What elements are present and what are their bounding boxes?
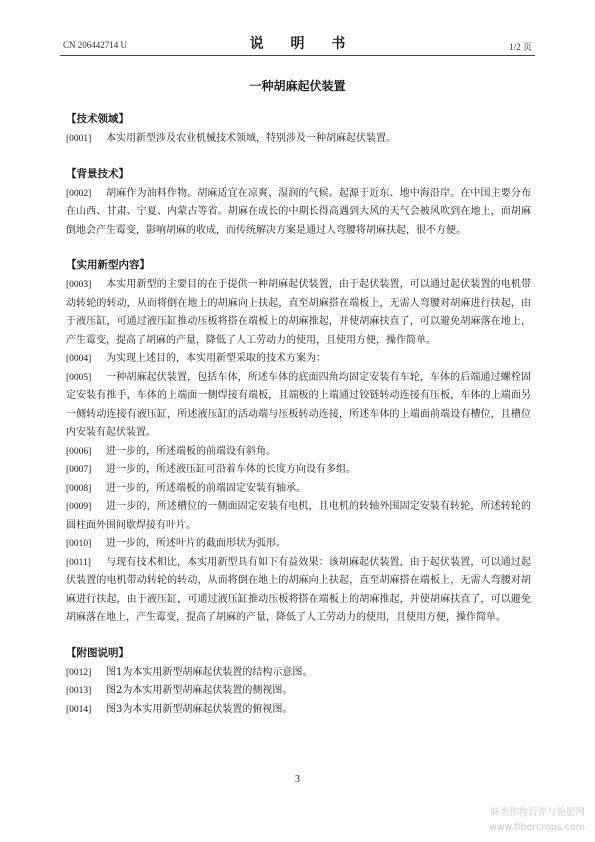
paragraph-number: [0008]	[66, 483, 92, 494]
paragraph	[66, 350, 531, 369]
paragraph-text: 进一步的，所述端板的前端设有斜角。	[106, 445, 276, 457]
section-heading: 【背景技术】	[66, 167, 129, 180]
paragraph	[66, 130, 531, 149]
paragraph-number: [0012]	[66, 667, 92, 678]
header-rule	[60, 55, 535, 56]
paragraph-number: [0002]	[66, 188, 92, 199]
section-heading: 【实用新型内容】	[66, 259, 150, 271]
paragraph	[66, 276, 531, 350]
watermark	[489, 805, 585, 835]
paragraph	[66, 498, 531, 535]
paragraph	[66, 535, 531, 554]
paragraph-number: [0003]	[66, 280, 92, 290]
section-heading: 【技术领域】	[66, 113, 129, 125]
paragraph-number: [0013]	[66, 686, 92, 696]
paragraph-text: 一种胡麻起伏装置，包括车体，所述车体的底面四角均固定安装有车轮，车体的后端通过螺栓固定安装有推手，车体的上端面一侧焊接有端板，且端板的上端通过铰链转动连接有压板，车体的上端面另一侧转动连接有液压缸，所述液压缸的活动端与压板转动连接，所述车体的上端面前端设有槽位，且槽位内安装有起伏装置。	[66, 371, 531, 438]
paragraph-number: [0006]	[66, 446, 92, 457]
section-heading: 【附图说明】	[66, 646, 129, 659]
paragraph-text: 本实用新型的主要目的在于提供一种胡麻起伏装置，由于起伏装置，可以通过起伏装置的电机带动转轮的转动，从而将倒在地上的胡麻向上扶起，直至胡麻搭在端板上，无需人弯腰对胡麻进行扶起，由于液压缸，可通过液压缸推动压板将搭在端板上的胡麻推起，并使胡麻扶直了，可以避免胡麻落在地上，产生霉变，提高了胡麻的产量，降低了人工劳动力的使用，且使用方便，操作简单。	[66, 279, 531, 346]
section-figures	[66, 646, 531, 720]
paragraph-number: [0004]	[66, 354, 92, 364]
paragraph	[66, 701, 531, 720]
paragraph-text: 与现有技术相比，本实用新型具有如下有益效果：该胡麻起伏装置，由于起伏装置，可以通过起伏装置的电机带动转轮的转动，从而将倒在地上的胡麻向上扶起，直至胡麻搭在端板上，无需人弯腰对胡麻进行扶起，由于液压缸，可通过液压缸推动压板将搭在端板上的胡麻推起，并使胡麻扶直了，可以避免胡麻落在地上，产生霉变，提高了胡麻的产量，降低了人工劳动力的使用，且使用方便，操作简单。	[66, 556, 531, 623]
paragraph-text: 为实现上述目的，本实用新型采取的技术方案为：	[106, 353, 326, 364]
paragraph-number: [0010]	[66, 539, 92, 549]
paragraph-text: 本实用新型涉及农业机械技术领域，特别涉及一种胡麻起伏装置。	[106, 133, 396, 144]
paragraph-number: [0009]	[66, 502, 92, 512]
watermark-line-1: 麻类作物营养与施肥网	[489, 807, 585, 818]
paragraph	[66, 461, 531, 480]
page-number: 3	[295, 774, 300, 785]
document-body	[66, 112, 531, 719]
document-title: 一种胡麻起伏装置	[249, 79, 346, 93]
paragraph-text: 进一步的，所述端板的前端固定安装有轴承。	[106, 482, 306, 494]
page-info: 1/2 页	[509, 42, 532, 52]
paragraph-text: 进一步的，所述液压缸可沿着车体的长度方向设有多组。	[106, 464, 356, 475]
paragraph	[66, 480, 531, 499]
paragraph	[66, 554, 531, 628]
paragraph-text: 图1为本实用新型胡麻起伏装置的结构示意图。	[106, 666, 313, 678]
paragraph-number: [0011]	[66, 557, 91, 568]
paragraph	[66, 664, 531, 683]
paragraph-number: [0005]	[66, 372, 92, 383]
paragraph-number: [0001]	[66, 134, 92, 144]
paragraph-text: 进一步的，所述槽位的一侧面固定安装有电机，且电机的转轴外围固定安装有转轮，所述转轮的圆柱面外围间歇焊接有叶片。	[66, 501, 531, 531]
section-background	[66, 167, 531, 241]
paragraph	[66, 682, 531, 701]
patent-number: CN 206442714 U	[63, 40, 128, 50]
watermark-line-2: www.fibercrops.com	[488, 822, 585, 833]
paragraph	[66, 443, 531, 462]
paragraph	[66, 369, 531, 443]
paragraph-text: 图2为本实用新型胡麻起伏装置的侧视图。	[106, 685, 293, 696]
paragraph	[66, 185, 531, 241]
paragraph-number: [0014]	[66, 704, 92, 715]
paragraph-text: 图3为本实用新型胡麻起伏装置的俯视图。	[106, 703, 293, 715]
section-technical-field	[66, 112, 531, 149]
paragraph-text: 胡麻作为油料作物。胡麻适宜在凉爽、湿润的气候。起源于近东、地中海沿岸。在中国主要分布在山西、甘肃、宁夏、内蒙古等省。胡麻在成长的中期长得高遇到大风的天气会被风吹到在地上，而胡麻倒地会产生霉变，影响胡麻的收成，而传统解决方案是通过人弯腰将胡麻扶起，很不方便。	[66, 187, 531, 236]
section-content	[66, 258, 531, 628]
paragraph-text: 进一步的，所述叶片的截面形状为弧形。	[106, 538, 286, 549]
document-type-heading: 说 明 书	[249, 36, 357, 52]
paragraph-number: [0007]	[66, 465, 92, 475]
